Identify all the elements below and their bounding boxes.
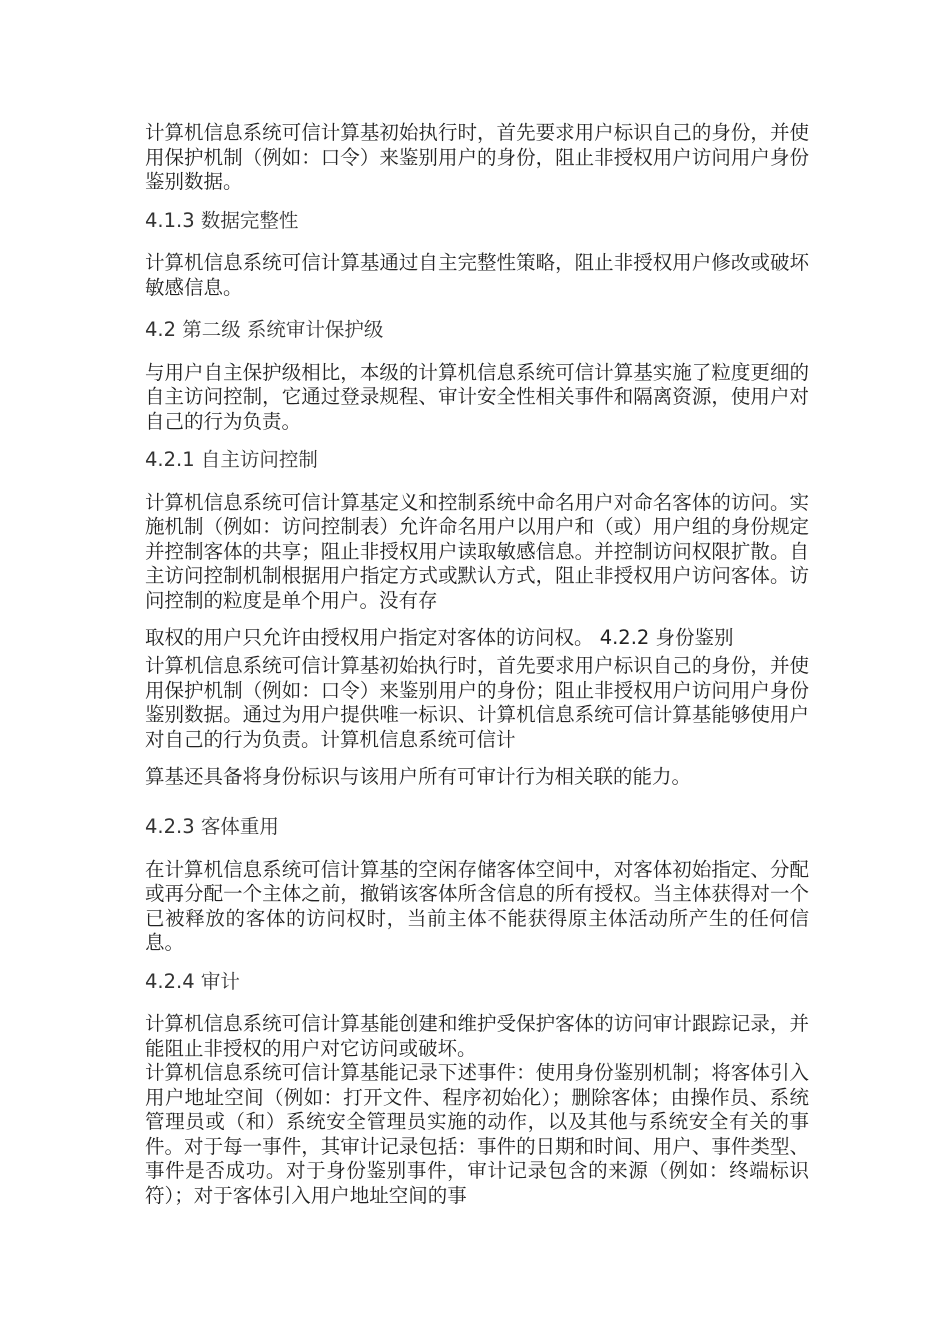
paragraph-authentication-continued: 算基还具备将身份标识与该用户所有可审计行为相关联的能力。 bbox=[145, 765, 692, 788]
heading-4-2-3: 4.2.3 客体重用 bbox=[145, 815, 279, 838]
paragraph-data-integrity: 计算机信息系统可信计算基通过自主完整性策略，阻止非授权用户修改或破坏敏感信息。 bbox=[145, 251, 809, 299]
paragraph-level-two-intro: 与用户自主保护级相比，本级的计算机信息系统可信计算基实施了粒度更细的自主访问控制，它通过登录规程、审计安全性相关事件和隔离资源，使用户对自己的行为负责。 bbox=[145, 360, 809, 433]
paragraph-audit-trail: 计算机信息系统可信计算基能创建和维护受保护客体的访问审计跟踪记录，并能阻止非授权的用户对它访问或破坏。 bbox=[145, 1012, 809, 1060]
paragraph-access-control: 计算机信息系统可信计算基定义和控制系统中命名用户对命名客体的访问。实施机制（例如：访问控制表）允许命名用户以用户和（或）用户组的身份规定并控制客体的共享；阻止非授权用户读取敏感信息。并控制访问权限扩散。自主访问控制机制根据用户指定方式或默认方式，阻止非授权用户访问客体。访问控制的粒度是单个用户。没有存 bbox=[145, 490, 809, 612]
heading-4-2: 4.2 第二级 系统审计保护级 bbox=[145, 318, 384, 341]
document-page bbox=[145, 121, 809, 1208]
heading-4-2-4: 4.2.4 审计 bbox=[145, 969, 240, 993]
paragraph-audit-events: 计算机信息系统可信计算基能记录下述事件：使用身份鉴别机制；将客体引入用户地址空间（例如：打开文件、程序初始化）；删除客体；由操作员、系统管理员或（和）系统安全管理员实施的动作，以及其他与系统安全有关的事件。对于每一事件，其审计记录包括：事件的日期和时间、用户、事件类型、事件是否成功。对于身份鉴别事件，审计记录包含的来源（例如：终端标识符）；对于客体引入用户地址空间的事 bbox=[145, 1061, 809, 1207]
heading-4-1-3: 4.1.3 数据完整性 bbox=[145, 208, 299, 232]
paragraph-authentication: 计算机信息系统可信计算基初始执行时，首先要求用户标识自己的身份，并使用保护机制（例如：口令）来鉴别用户的身份；阻止非授权用户访问用户身份鉴别数据。通过为用户提供唯一标识、计算机信息系统可信计算基能够使用户对自己的行为负责。计算机信息系统可信计 bbox=[145, 654, 809, 751]
paragraph-access-control-continued: 取权的用户只允许由授权用户指定对客体的访问权。 4.2.2 身份鉴别 bbox=[145, 626, 734, 649]
paragraph-identification-intro: 计算机信息系统可信计算基初始执行时，首先要求用户标识自己的身份，并使用保护机制（例如：口令）来鉴别用户的身份，阻止非授权用户访问用户身份鉴别数据。 bbox=[145, 121, 809, 193]
heading-4-2-1: 4.2.1 自主访问控制 bbox=[145, 448, 318, 471]
paragraph-object-reuse: 在计算机信息系统可信计算基的空闲存储客体空间中，对客体初始指定、分配或再分配一个主体之前，撤销该客体所含信息的所有授权。当主体获得对一个已被释放的客体的访问权时，当前主体不能获得原主体活动所产生的任何信息。 bbox=[145, 857, 809, 954]
